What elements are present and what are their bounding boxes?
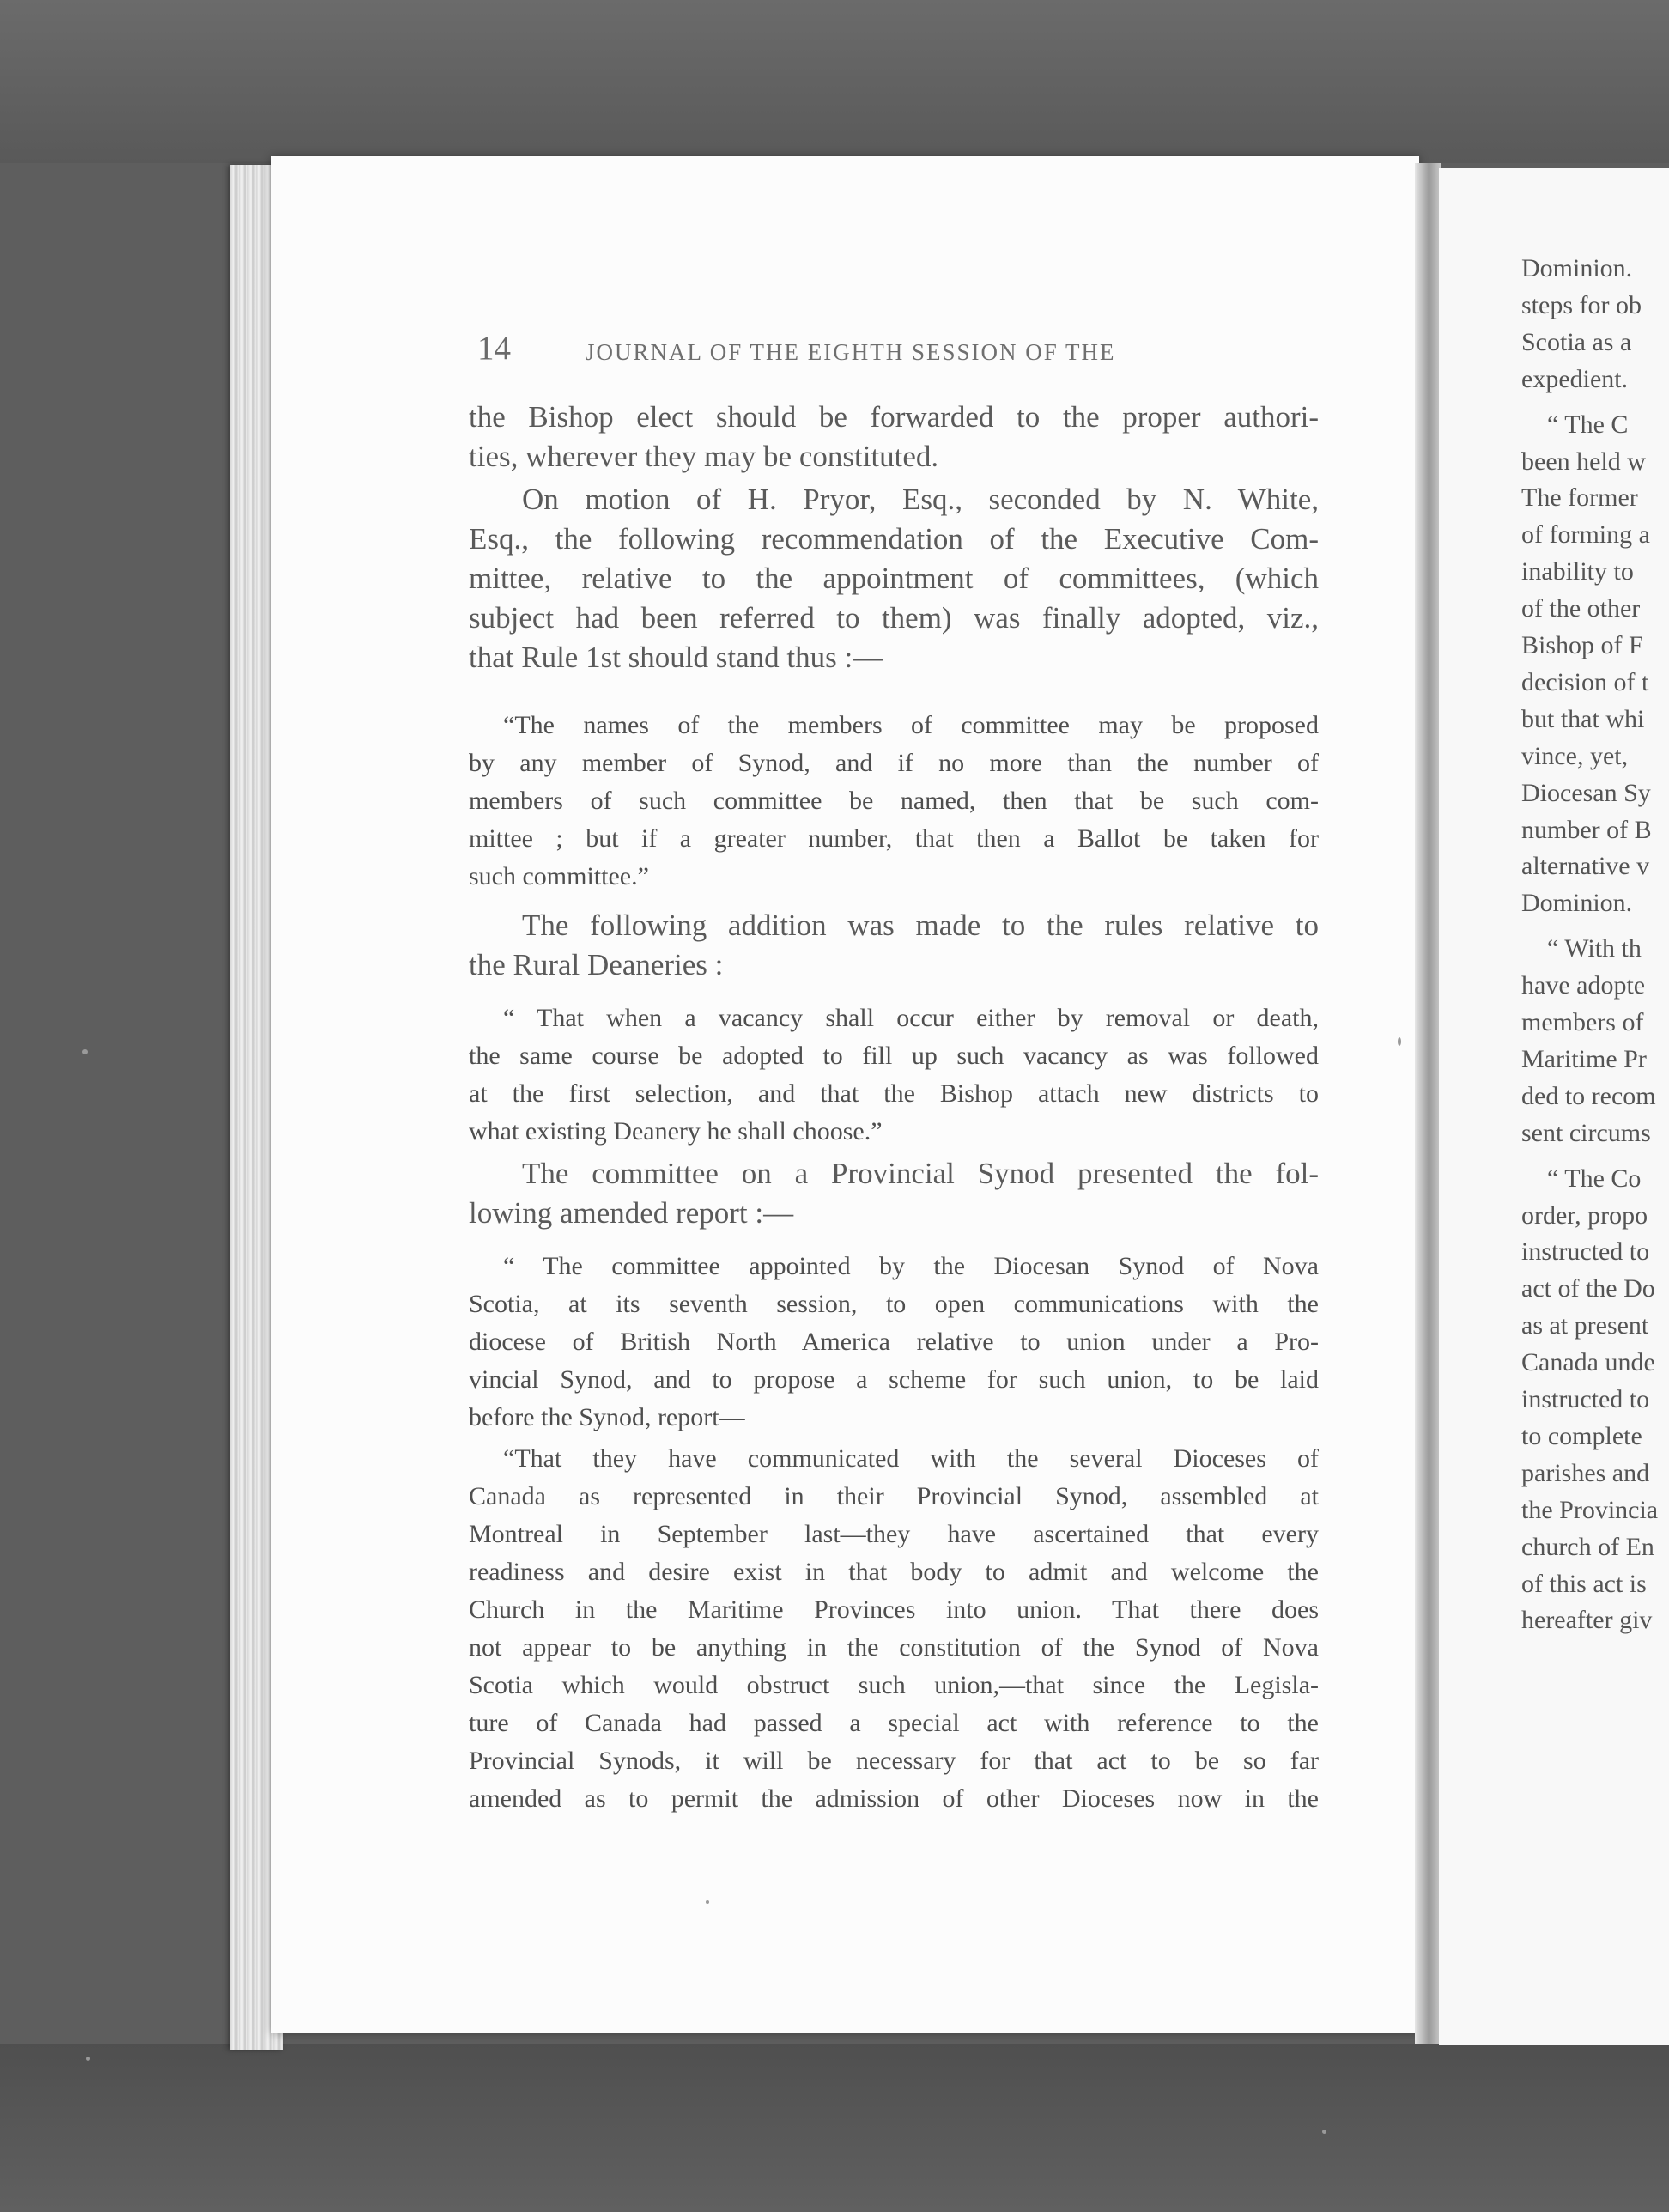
text-line: lowing amended report :— [469,1196,794,1230]
right-page-line: Scotia as a [1521,327,1632,356]
right-page-line: instructed to [1521,1385,1650,1413]
text-line: Esq., the following recommendation of the Executive Com- [469,522,1319,556]
right-page-line: inability to [1521,557,1634,586]
right-page-line: Maritime Pr [1521,1044,1647,1073]
text-line: Scotia which would obstruct such union,—that since the Legisla- [469,1671,1319,1699]
right-page-line: Bishop of F [1521,631,1643,659]
dust-speck [82,1049,88,1054]
dust-speck [706,1900,709,1904]
text-line: “That they have communicated with the several Dioceses of [503,1444,1319,1473]
paragraph-2 [469,480,1319,678]
text-line: Provincial Synods, it will be necessary for that act to be so far [469,1747,1319,1775]
quotation-2 [469,1000,1319,1151]
page-number: 14 [477,330,511,367]
right-page-line: number of B [1521,815,1652,844]
right-page-line: Dominion. [1521,254,1633,283]
right-page-line: church of En [1521,1532,1654,1561]
right-page-line: instructed to [1521,1237,1650,1267]
right-page [1439,168,1669,2045]
text-line: not appear to be anything in the constitution of the Synod of Nova [469,1633,1319,1662]
right-page-line: of forming a [1521,520,1650,550]
text-line: “ That when a vacancy shall occur either by removal or death, [503,1004,1319,1032]
paragraph-4 [469,1154,1319,1233]
right-page-line: “ The C [1547,410,1629,439]
text-line: Scotia, at its seventh session, to open communications with the [469,1290,1319,1318]
text-line: On motion of H. Pryor, Esq., seconded by N. White, [522,483,1319,516]
text-line: mittee, relative to the appointment of committees, (which [469,562,1319,595]
right-page-line: alternative v [1521,852,1650,881]
right-page-line: been held w [1521,447,1646,476]
text-line: Canada as represented in their Provincial Synod, assembled at [469,1482,1319,1510]
scan-background-top [0,0,1669,163]
text-line: subject had been referred to them) was finally adopted, viz., [469,601,1319,635]
right-page-line: Dominion. [1521,889,1633,918]
dust-speck [1398,1037,1401,1046]
text-line: “ The committee appointed by the Diocesan Synod of Nova [503,1252,1319,1280]
dust-speck [86,2057,90,2061]
quotation-4 [469,1440,1319,1818]
text-line: the Rural Deaneries : [469,948,724,981]
right-page-line: of the other [1521,594,1641,623]
book-gutter [1415,163,1441,2044]
scan-background-bottom [0,2044,1669,2212]
right-page-line: expedient. [1521,364,1629,393]
text-line: The committee on a Provincial Synod presented the fol- [522,1157,1319,1190]
text-line: The following addition was made to the rules relative to [522,908,1319,942]
right-page-line: Canada unde [1521,1348,1655,1377]
text-line: diocese of British North America relative to union under a Pro- [469,1328,1319,1356]
right-page-line: as at present [1521,1311,1649,1340]
quotation-1 [469,707,1319,896]
right-page-line: to complete [1521,1421,1642,1450]
text-line: ties, wherever they may be constituted. [469,440,939,473]
right-page-line: the Provincia [1521,1495,1659,1524]
right-page-line: of this act is [1521,1569,1647,1598]
text-line: what existing Deanery he shall choose.” [469,1117,883,1146]
paragraph-3 [469,906,1319,985]
text-line: that Rule 1st should stand thus :— [469,641,883,674]
right-page-line: steps for ob [1521,290,1642,319]
right-page-line: members of [1521,1008,1644,1036]
text-line: Church in the Maritime Provinces into union. That there does [469,1595,1319,1624]
right-page-line: order, propo [1521,1200,1648,1230]
text-line: vincial Synod, and to propose a scheme for such union, to be laid [469,1365,1319,1394]
right-page-line: vince, yet, [1521,741,1629,770]
right-page-line: The former [1521,483,1638,513]
text-line: the Bishop elect should be forwarded to the proper authori- [469,400,1319,434]
text-line: “The names of the members of committee may be proposed [503,711,1319,739]
right-page-line: “ With th [1547,934,1642,963]
right-page-line: hereafter giv [1521,1606,1653,1635]
right-page-line: have adopte [1521,971,1646,1000]
right-page-line: parishes and [1521,1458,1650,1487]
right-page-line: but that whi [1521,704,1645,733]
text-line: amended as to permit the admission of other Dioceses now in the [469,1784,1319,1813]
right-page-line: decision of t [1521,667,1649,696]
text-line: before the Synod, report— [469,1403,745,1431]
right-page-line: sent circums [1521,1118,1651,1147]
dust-speck [1322,2130,1326,2134]
text-line: ture of Canada had passed a special act with reference to the [469,1709,1319,1737]
text-line: readiness and desire exist in that body to admit and welcome the [469,1558,1319,1586]
text-line: at the first selection, and that the Bishop attach new districts to [469,1079,1319,1108]
right-page-line: ded to recom [1521,1081,1656,1110]
text-line: the same course be adopted to fill up such vacancy as was followed [469,1042,1319,1070]
running-head: JOURNAL OF THE EIGHTH SESSION OF THE [586,339,1116,365]
text-line: members of such committee be named, then that be such com- [469,787,1319,815]
paragraph-1 [469,398,1319,477]
text-line: Montreal in September last—they have ascertained that every [469,1520,1319,1548]
right-page-line: Diocesan Sy [1521,778,1651,807]
text-line: mittee ; but if a greater number, that then a Ballot be taken for [469,824,1319,853]
right-page-line: act of the Do [1521,1274,1655,1304]
quotation-3 [469,1248,1319,1437]
text-line: such committee.” [469,862,649,890]
right-page-line: “ The Co [1547,1164,1642,1193]
text-line: by any member of Synod, and if no more than the number of [469,749,1319,777]
